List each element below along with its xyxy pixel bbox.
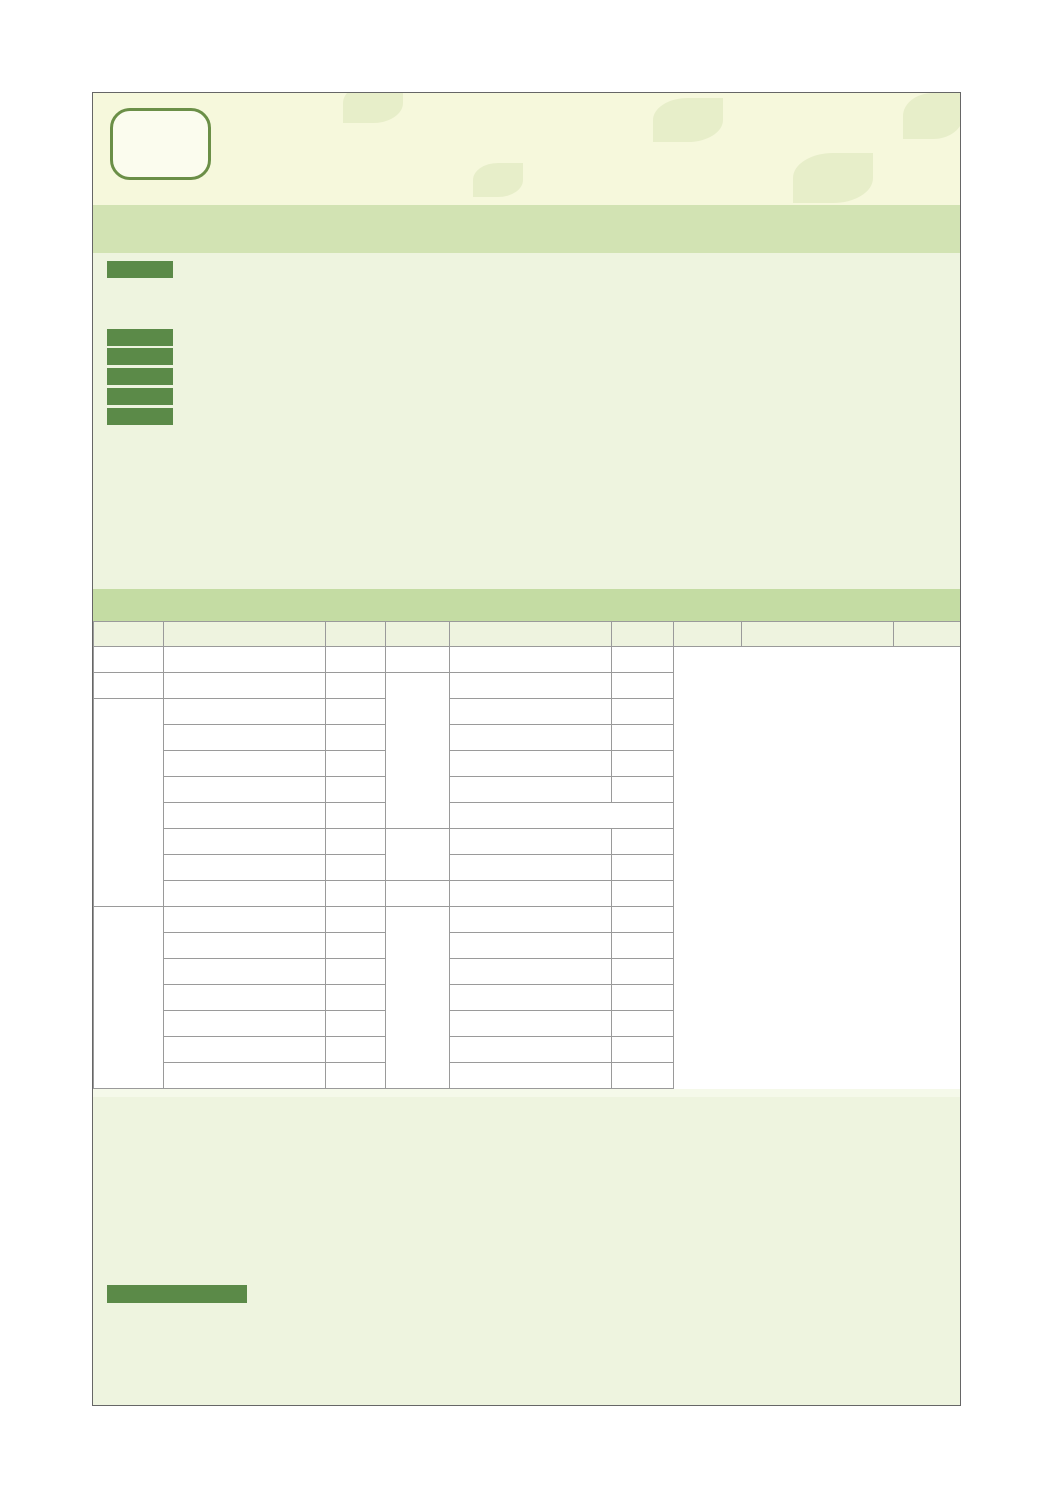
- item-cell: [450, 985, 612, 1011]
- item-cell: [450, 751, 612, 777]
- item-cell: [450, 1011, 612, 1037]
- quantity-cell: [612, 751, 674, 777]
- other-section: [93, 1097, 960, 1405]
- column-header: [326, 622, 386, 647]
- quantity-cell: [326, 829, 386, 855]
- spec-label: [107, 408, 173, 425]
- item-cell: [450, 881, 612, 907]
- item-cell: [450, 647, 612, 673]
- quantity-cell: [326, 647, 386, 673]
- table-row: [94, 699, 961, 725]
- quantity-cell: [612, 1063, 674, 1089]
- leaf-decoration: [653, 98, 723, 142]
- item-cell: [450, 725, 612, 751]
- quantity-cell: [326, 1037, 386, 1063]
- column-header: [894, 622, 961, 647]
- quantity-cell: [326, 1063, 386, 1089]
- category-cell: [94, 699, 164, 907]
- item-cell: [450, 959, 612, 985]
- quantity-cell: [612, 699, 674, 725]
- cohost-label: [107, 368, 173, 385]
- item-cell: [164, 1063, 326, 1089]
- item-cell: [450, 1037, 612, 1063]
- item-cell: [164, 881, 326, 907]
- leaf-decoration: [793, 153, 873, 203]
- table-row: [94, 803, 961, 829]
- quantity-cell: [612, 933, 674, 959]
- table-row: [94, 959, 961, 985]
- item-cell: [164, 1011, 326, 1037]
- item-cell: [164, 777, 326, 803]
- item-cell: [450, 933, 612, 959]
- item-cell: [164, 1037, 326, 1063]
- empty-cell: [450, 803, 674, 829]
- quantity-cell: [612, 647, 674, 673]
- schedule-label: [107, 261, 173, 278]
- item-cell: [164, 699, 326, 725]
- item-cell: [164, 647, 326, 673]
- table-row: [94, 1037, 961, 1063]
- table-row: [94, 855, 961, 881]
- table-row: [94, 933, 961, 959]
- column-header: [674, 622, 742, 647]
- item-cell: [164, 933, 326, 959]
- quantity-cell: [326, 959, 386, 985]
- quantity-cell: [612, 725, 674, 751]
- category-cell: [386, 829, 450, 881]
- column-header: [612, 622, 674, 647]
- table-row: [94, 881, 961, 907]
- quantity-cell: [326, 881, 386, 907]
- quantity-cell: [326, 699, 386, 725]
- table-row: [94, 725, 961, 751]
- table-row: [94, 985, 961, 1011]
- item-cell: [164, 673, 326, 699]
- reservation-label: [107, 1285, 247, 1303]
- category-cell: [94, 647, 164, 673]
- table-row: [94, 1063, 961, 1089]
- spec-table-title: [93, 589, 960, 621]
- table-row: [94, 907, 961, 933]
- item-cell: [164, 907, 326, 933]
- quantity-cell: [612, 907, 674, 933]
- quantity-cell: [326, 777, 386, 803]
- item-cell: [450, 699, 612, 725]
- item-cell: [164, 855, 326, 881]
- quantity-cell: [612, 777, 674, 803]
- item-cell: [164, 829, 326, 855]
- place-label: [107, 329, 173, 346]
- host-label: [107, 348, 173, 365]
- table-row: [94, 673, 961, 699]
- item-cell: [450, 829, 612, 855]
- leaf-decoration: [343, 93, 403, 123]
- item-cell: [164, 725, 326, 751]
- category-cell: [94, 907, 164, 1089]
- column-header: [450, 622, 612, 647]
- leaf-decoration: [903, 93, 960, 139]
- category-cell: [386, 907, 450, 1089]
- quantity-cell: [612, 959, 674, 985]
- quantity-cell: [326, 933, 386, 959]
- quantity-cell: [326, 751, 386, 777]
- intro: [93, 205, 960, 253]
- item-cell: [164, 803, 326, 829]
- table-row: [94, 777, 961, 803]
- quantity-cell: [326, 985, 386, 1011]
- item-cell: [450, 777, 612, 803]
- leaf-decoration: [473, 163, 523, 197]
- spec-table: [93, 621, 961, 1089]
- item-cell: [450, 907, 612, 933]
- item-cell: [164, 751, 326, 777]
- column-header: [94, 622, 164, 647]
- category-cell: [94, 673, 164, 699]
- item-cell: [164, 959, 326, 985]
- table-row: [94, 829, 961, 855]
- quantity-cell: [326, 725, 386, 751]
- apply-label: [107, 388, 173, 405]
- column-header: [386, 622, 450, 647]
- item-cell: [450, 1063, 612, 1089]
- quantity-cell: [612, 1011, 674, 1037]
- item-cell: [450, 855, 612, 881]
- quantity-cell: [612, 881, 674, 907]
- column-header: [742, 622, 894, 647]
- column-header: [164, 622, 326, 647]
- table-row: [94, 1011, 961, 1037]
- header: [93, 93, 960, 205]
- quantity-cell: [612, 985, 674, 1011]
- table-row: [94, 751, 961, 777]
- category-cell: [386, 881, 450, 907]
- notice-frame: [92, 92, 961, 1406]
- info-section: [93, 253, 960, 589]
- table-row: [94, 647, 961, 673]
- category-cell: [386, 647, 450, 673]
- quantity-cell: [326, 907, 386, 933]
- quantity-cell: [612, 673, 674, 699]
- quantity-cell: [612, 855, 674, 881]
- edition-badge: [110, 108, 211, 180]
- quantity-cell: [612, 1037, 674, 1063]
- quantity-cell: [326, 673, 386, 699]
- table-header-row: [94, 622, 961, 647]
- quantity-cell: [326, 803, 386, 829]
- quantity-cell: [326, 855, 386, 881]
- item-cell: [450, 673, 612, 699]
- quantity-cell: [326, 1011, 386, 1037]
- item-cell: [164, 985, 326, 1011]
- quantity-cell: [612, 829, 674, 855]
- category-cell: [386, 673, 450, 829]
